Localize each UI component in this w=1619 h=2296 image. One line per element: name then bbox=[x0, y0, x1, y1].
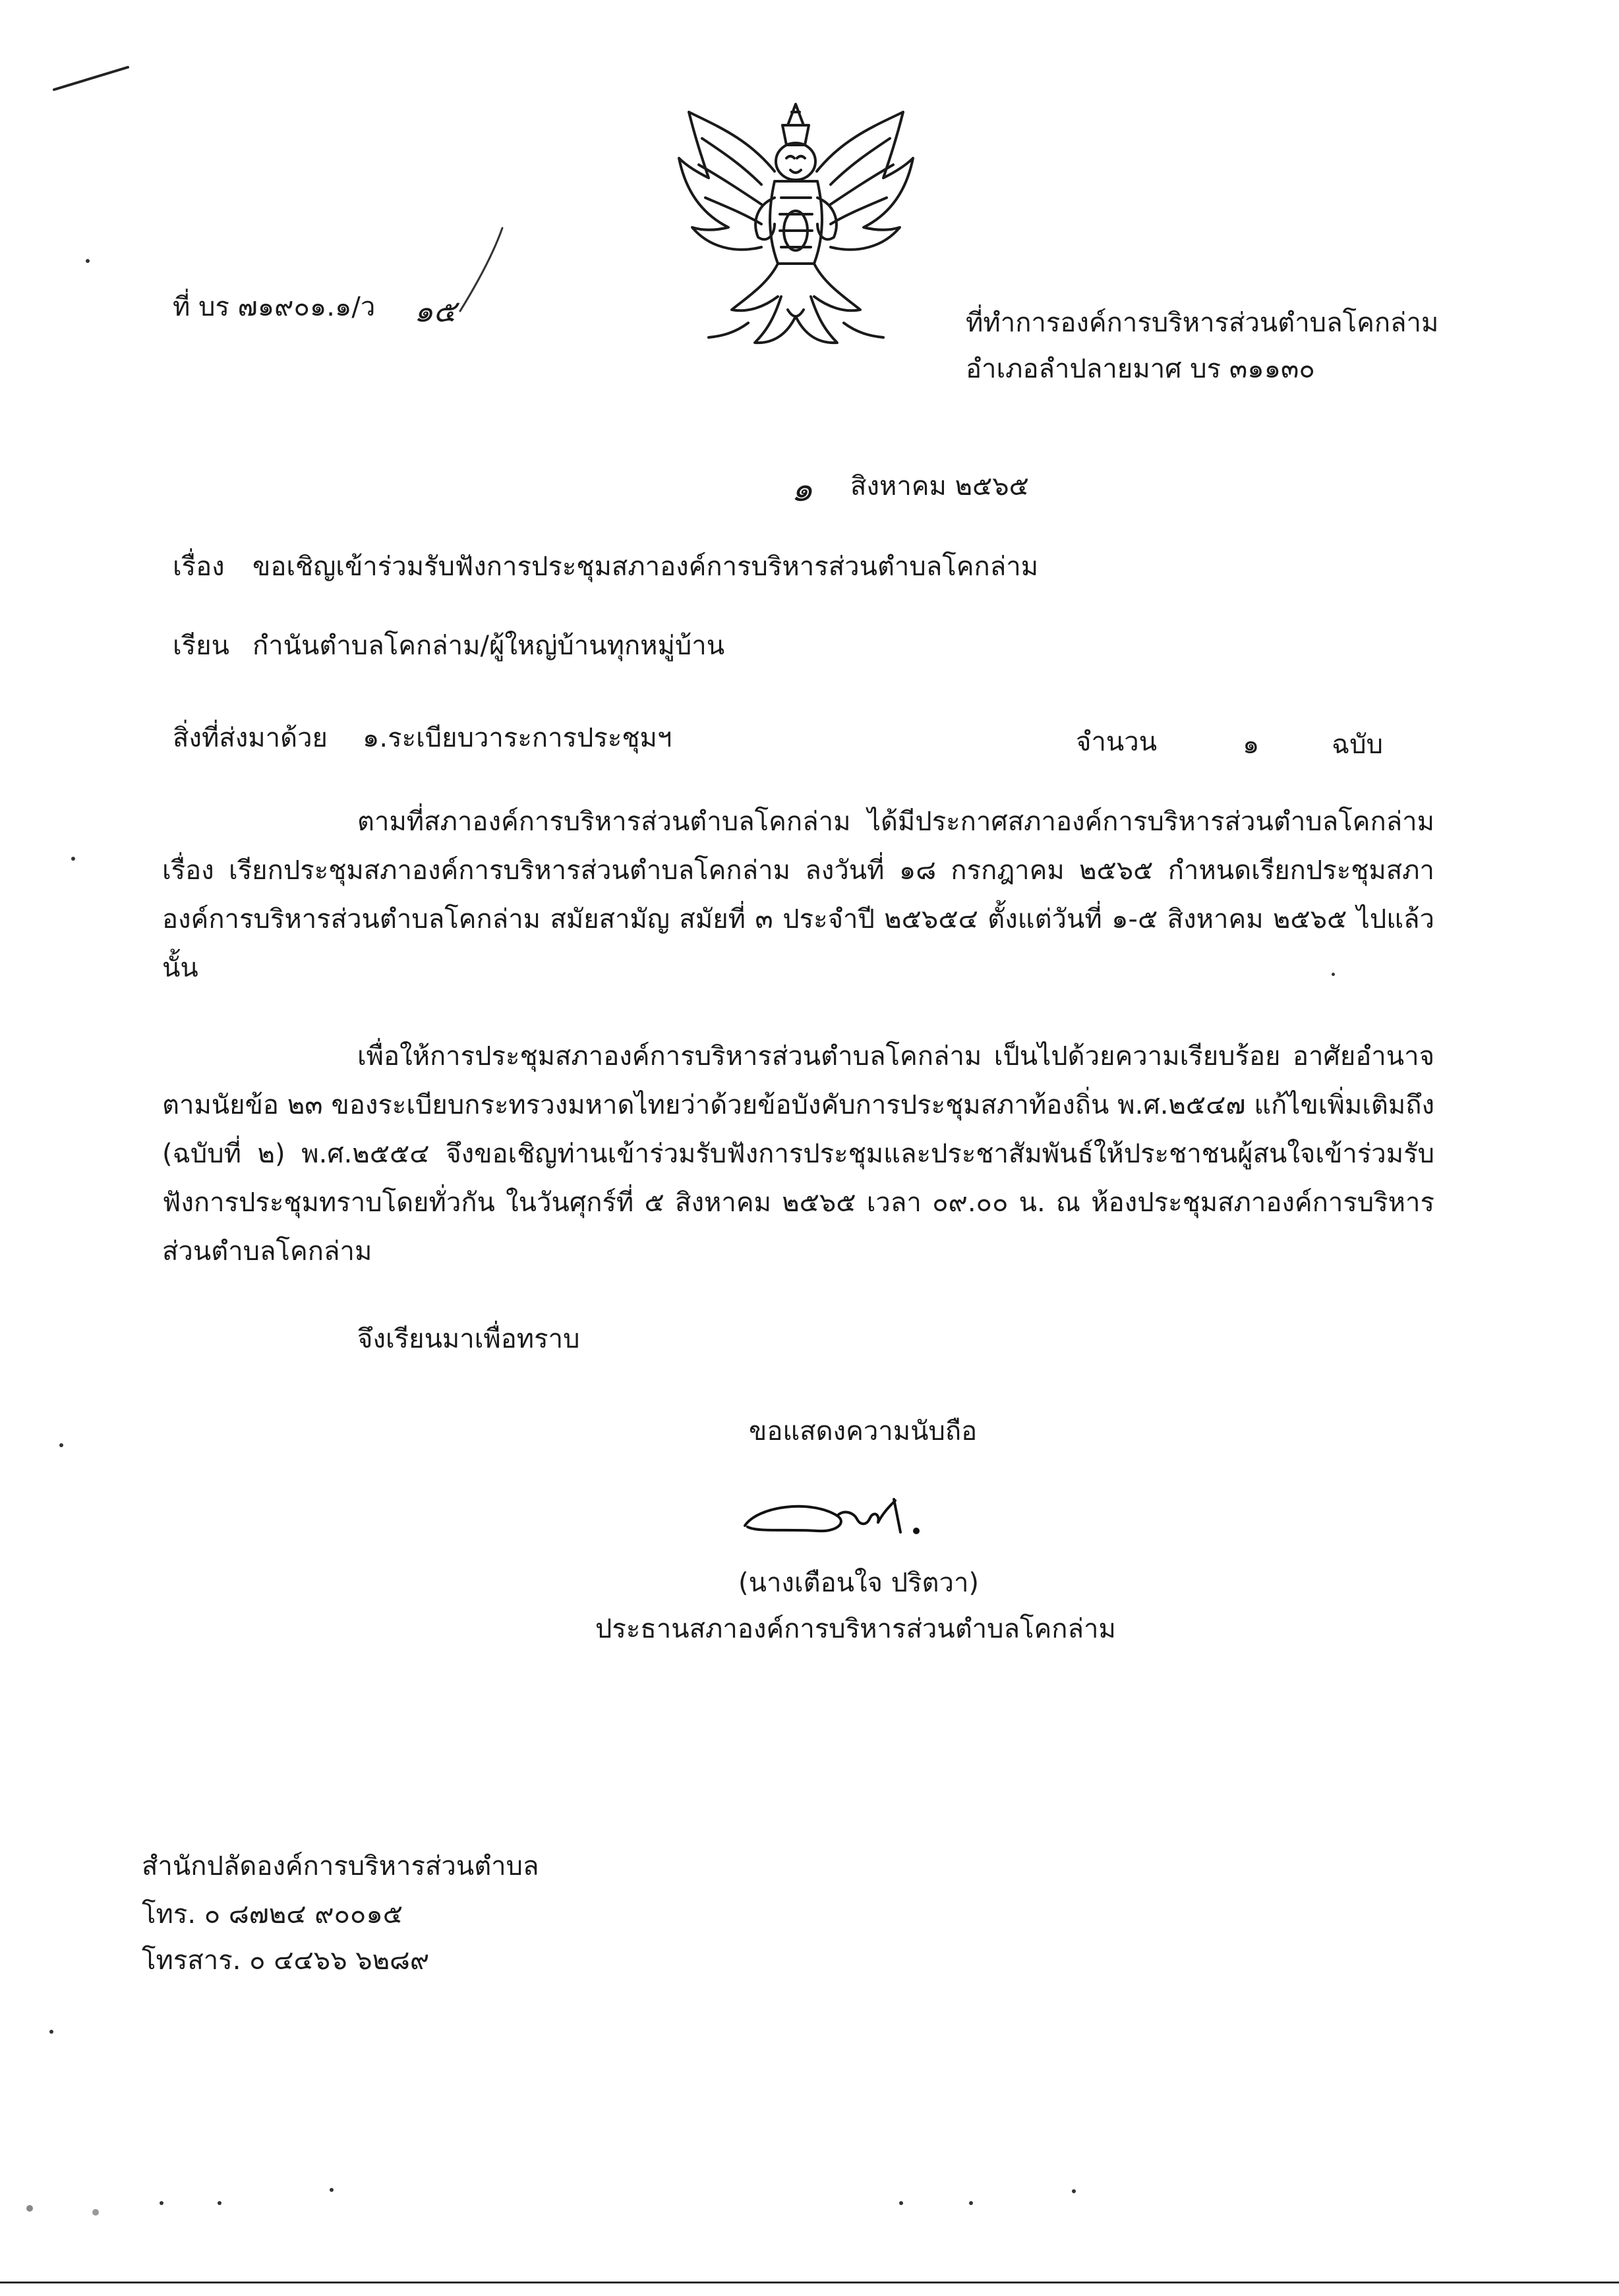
scan-dot bbox=[86, 259, 90, 263]
sender-address-line-2: อำเภอลำปลายมาศ บร ๓๑๑๓๐ bbox=[966, 354, 1315, 384]
scan-dot bbox=[969, 2201, 973, 2205]
body-paragraph-1-text: ตามที่สภาองค์การบริหารส่วนตำบลโคกล่าม ได้มีประกาศสภาองค์การบริหารส่วนตำบลโคกล่าม เรื่อง เรียกประชุมสภาองค์การบริหารส่วนตำบลโคกล่าม ลงวันที่ ๑๘ กรกฎาคม ๒๕๖๕ กำหนดเรียกประชุมสภาองค์การบริหารส่วนตำบลโคกล่าม สมัยสามัญ สมัยที่ ๓ ประจำปี ๒๕๖๕๔ ตั้งแต่วันที่ ๑-๕ สิงหาคม ๒๕๖๕ ไปแล้ว นั้น bbox=[162, 807, 1434, 983]
date-printed: สิงหาคม ๒๕๖๕ bbox=[850, 471, 1029, 502]
to-text: กำนันตำบลโคกล่าม/ผู้ใหญ่บ้านทุกหมู่บ้าน bbox=[252, 631, 725, 661]
ref-number: ที่ บร ๗๑๙๐๑.๑/ว bbox=[173, 292, 376, 322]
scan-dot bbox=[49, 2030, 53, 2034]
enclosure-label: สิ่งที่ส่งมาด้วย bbox=[173, 723, 328, 753]
scan-edge-line bbox=[0, 2282, 1619, 2283]
enclosure-qty-label: จำนวน bbox=[1076, 727, 1158, 757]
subject-label: เรื่อง bbox=[173, 552, 225, 582]
scan-dot bbox=[59, 1443, 63, 1447]
scan-dot bbox=[160, 2201, 163, 2205]
enclosure-unit: ฉบับ bbox=[1332, 730, 1384, 760]
complimentary-close: ขอแสดงความนับถือ bbox=[749, 1416, 978, 1447]
sender-address-line-1: ที่ทำการองค์การบริหารส่วนตำบลโคกล่าม bbox=[966, 308, 1439, 338]
footer-office: สำนักปลัดองค์การบริหารส่วนตำบล bbox=[142, 1851, 539, 1881]
scan-dot bbox=[92, 2209, 99, 2216]
scan-dot bbox=[26, 2205, 33, 2212]
scan-dot bbox=[330, 2188, 334, 2192]
signer-title: ประธานสภาองค์การบริหารส่วนตำบลโคกล่าม bbox=[595, 1614, 1116, 1644]
enclosure-item: ๑.ระเบียบวาระการประชุมฯ bbox=[363, 723, 672, 753]
body-paragraph-2 bbox=[162, 1032, 1434, 1276]
body-paragraph-1 bbox=[162, 797, 1434, 992]
body-paragraph-2-text: เพื่อให้การประชุมสภาองค์การบริหารส่วนตำบลโคกล่าม เป็นไปด้วยความเรียบร้อย อาศัยอำนาจตามนัยข้อ ๒๓ ของระเบียบกระทรวงมหาดไทยว่าด้วยข้อบังคับการประชุมสภาท้องถิ่น พ.ศ.๒๕๔๗ แก้ไขเพิ่มเติมถึง (ฉบับที่ ๒) พ.ศ.๒๕๕๔ จึงขอเชิญท่านเข้าร่วมรับฟังการประชุมและประชาสัมพันธ์ให้ประชาชนผู้สนใจเข้าร่วมรับฟังการประชุมทราบโดยทั่วกัน ในวันศุกร์ที่ ๕ สิงหาคม ๒๕๖๕ เวลา ๐๙.๐๐ น. ณ ห้องประชุมสภาองค์การบริหารส่วนตำบลโคกล่าม bbox=[162, 1041, 1434, 1267]
footer-tel: โทร. ๐ ๘๗๒๔ ๙๐๐๑๕ bbox=[142, 1899, 403, 1930]
date-handwritten: ๑ bbox=[791, 470, 813, 509]
footer-fax: โทรสาร. ๐ ๔๔๖๖ ๖๒๘๙ bbox=[142, 1945, 430, 1976]
scan-dot bbox=[899, 2201, 903, 2205]
handwritten-signature bbox=[738, 1479, 976, 1552]
closing-line: จึงเรียนมาเพื่อทราบ bbox=[357, 1324, 580, 1354]
scan-dot bbox=[1332, 973, 1335, 976]
garuda-emblem bbox=[669, 99, 923, 356]
pen-stroke-mark bbox=[51, 63, 131, 96]
ref-handwritten-number: ๑๕ bbox=[414, 293, 457, 329]
subject-text: ขอเชิญเข้าร่วมรับฟังการประชุมสภาองค์การบริหารส่วนตำบลโคกล่าม bbox=[252, 552, 1039, 582]
scan-dot bbox=[71, 857, 75, 861]
scan-dot bbox=[218, 2201, 221, 2205]
enclosure-qty: ๑ bbox=[1243, 730, 1260, 760]
scan-dot bbox=[1072, 2189, 1076, 2193]
signer-name: (นางเตือนใจ ปริตวา) bbox=[738, 1568, 980, 1598]
to-label: เรียน bbox=[173, 631, 229, 661]
handwritten-flourish bbox=[455, 224, 508, 316]
